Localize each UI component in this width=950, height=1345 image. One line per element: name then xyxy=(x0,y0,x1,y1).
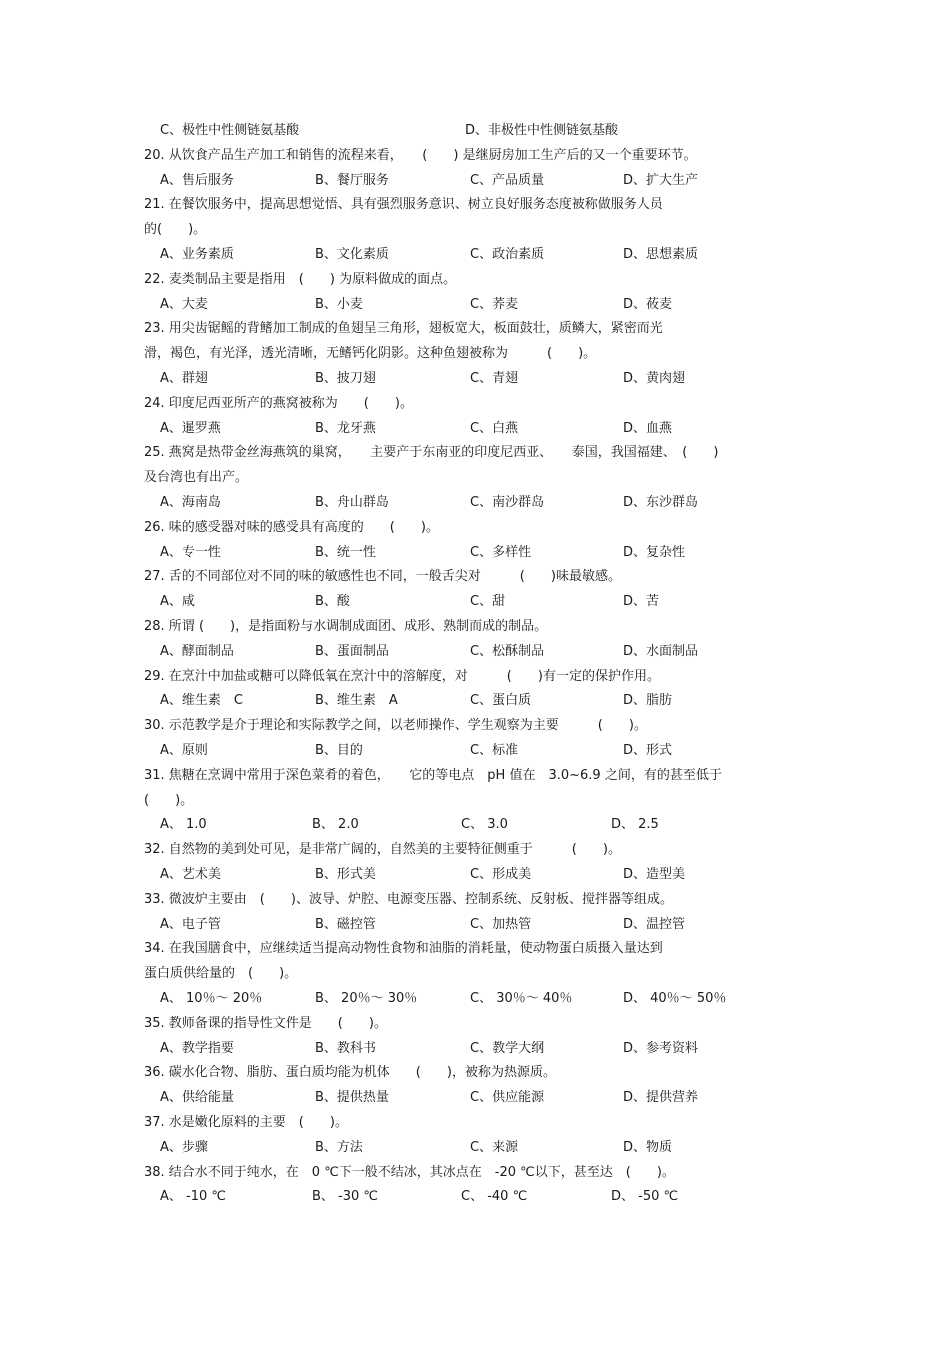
answer-option: C、政治素质 xyxy=(470,247,545,262)
answer-option: C、 30％～ 40％ xyxy=(470,991,573,1006)
answer-option: B、统一性 xyxy=(315,545,376,560)
answer-option: A、海南岛 xyxy=(160,495,221,510)
answer-option: B、餐厅服务 xyxy=(315,173,389,188)
answer-option: C、产品质量 xyxy=(470,173,545,188)
answer-option: A、电子管 xyxy=(160,917,221,932)
answer-option: A、酵面制品 xyxy=(160,644,234,659)
question-text: 24. 印度尼西亚所产的燕窝被称为 ( )。 xyxy=(144,396,413,411)
answer-option: B、 20％～ 30％ xyxy=(315,991,418,1006)
answer-option: C、供应能源 xyxy=(470,1090,545,1105)
answer-option: D、形式 xyxy=(623,743,673,758)
answer-option: D、扩大生产 xyxy=(623,173,699,188)
answer-option: D、莜麦 xyxy=(623,297,673,312)
answer-option: C、多样性 xyxy=(470,545,532,560)
answer-option: C、 3.0 xyxy=(461,817,508,832)
question-text: 38. 结合水不同于纯水，在 0 ℃下一般不结冰，其冰点在 -20 ℃以下，甚至达 ( )。 xyxy=(144,1165,675,1180)
answer-option: D、非极性中性侧链氨基酸 xyxy=(465,123,619,138)
answer-option: A、暹罗燕 xyxy=(160,421,221,436)
answer-option: A、群翅 xyxy=(160,371,208,386)
question-text: 28. 所谓 ( )，是指面粉与水调制成面团、成形、熟制而成的制品。 xyxy=(144,619,548,634)
question-text: 36. 碳水化合物、脂肪、蛋白质均能为机体 ( )，被称为热源质。 xyxy=(144,1065,556,1080)
question-text: 及台湾也有出产。 xyxy=(144,470,249,485)
answer-option: C、松酥制品 xyxy=(470,644,545,659)
answer-option: C、南沙群岛 xyxy=(470,495,545,510)
answer-option: D、造型美 xyxy=(623,867,686,882)
answer-option: D、黄肉翅 xyxy=(623,371,686,386)
answer-option: C、来源 xyxy=(470,1140,519,1155)
answer-option: A、供给能量 xyxy=(160,1090,234,1105)
question-text: 32. 自然物的美到处可见，是非常广阔的，自然美的主要特征侧重于 ( )。 xyxy=(144,842,621,857)
answer-option: B、磁控管 xyxy=(315,917,376,932)
answer-option: A、维生素 C xyxy=(160,693,243,708)
answer-option: A、业务素质 xyxy=(160,247,234,262)
answer-option: C、白燕 xyxy=(470,421,519,436)
answer-option: A、教学指要 xyxy=(160,1041,234,1056)
question-text: 33. 微波炉主要由 ( )、波导、炉腔、电源变压器、控制系统、反射板、搅拌器等组成。 xyxy=(144,892,673,907)
question-text: 26. 味的感受器对味的感受具有高度的 ( )。 xyxy=(144,520,439,535)
question-text: 34. 在我国膳食中，应继续适当提高动物性食物和油脂的消耗量，使动物蛋白质摄入量达到 xyxy=(144,941,663,956)
answer-option: D、东沙群岛 xyxy=(623,495,699,510)
answer-option: A、步骤 xyxy=(160,1140,208,1155)
answer-option: D、温控管 xyxy=(623,917,686,932)
answer-option: C、青翅 xyxy=(470,371,519,386)
answer-option: C、蛋白质 xyxy=(470,693,532,708)
answer-option: A、艺术美 xyxy=(160,867,221,882)
answer-option: C、加热管 xyxy=(470,917,532,932)
question-text: 25. 燕窝是热带金丝海燕筑的巢窝， 主要产于东南亚的印度尼西亚、 泰国，我国福建、 ( ) xyxy=(144,445,719,460)
question-text: 27. 舌的不同部位对不同的味的敏感性也不同，一般舌尖对 ( )味最敏感。 xyxy=(144,569,621,584)
answer-option: C、甜 xyxy=(470,594,506,609)
answer-option: A、咸 xyxy=(160,594,195,609)
answer-option: D、水面制品 xyxy=(623,644,699,659)
answer-option: B、文化素质 xyxy=(315,247,389,262)
question-text: 31. 焦糖在烹调中常用于深色菜肴的着色， 它的等电点 pH 值在 3.0~6.9 之间，有的甚至低于 xyxy=(144,768,722,783)
answer-option: C、教学大纲 xyxy=(470,1041,545,1056)
answer-option: B、形式美 xyxy=(315,867,376,882)
answer-option: D、思想素质 xyxy=(623,247,699,262)
answer-option: D、血燕 xyxy=(623,421,673,436)
answer-option: A、大麦 xyxy=(160,297,208,312)
answer-option: B、维生素 A xyxy=(315,693,398,708)
answer-option: C、荞麦 xyxy=(470,297,519,312)
question-text: 37. 水是嫩化原料的主要 ( )。 xyxy=(144,1115,348,1130)
answer-option: D、提供营养 xyxy=(623,1090,699,1105)
answer-option: B、目的 xyxy=(315,743,363,758)
answer-option: B、小麦 xyxy=(315,297,363,312)
question-text: 23. 用尖齿锯鳐的背鳍加工制成的鱼翅呈三角形，翅板宽大，板面鼓壮，质鳞大，紧密而光 xyxy=(144,321,663,336)
answer-option: A、 10％～ 20％ xyxy=(160,991,263,1006)
answer-option: A、原则 xyxy=(160,743,208,758)
answer-option: B、龙牙燕 xyxy=(315,421,376,436)
answer-option: D、参考资料 xyxy=(623,1041,699,1056)
answer-option: D、 -50 ℃ xyxy=(611,1189,679,1204)
answer-option: B、舟山群岛 xyxy=(315,495,389,510)
answer-option: D、 40％～ 50％ xyxy=(623,991,727,1006)
answer-option: B、教科书 xyxy=(315,1041,376,1056)
answer-option: D、苦 xyxy=(623,594,660,609)
answer-option: B、酸 xyxy=(315,594,350,609)
answer-option: D、 2.5 xyxy=(611,817,659,832)
answer-option: A、专一性 xyxy=(160,545,221,560)
question-text: 滑，褐色，有光泽，透光清晰，无鳍钙化阴影。这种鱼翅被称为 ( )。 xyxy=(144,346,597,361)
question-text: 蛋白质供给量的 ( )。 xyxy=(144,966,298,981)
answer-option: B、 2.0 xyxy=(312,817,359,832)
question-text: 22. 麦类制品主要是指用 ( ) 为原料做成的面点。 xyxy=(144,272,457,287)
answer-option: B、方法 xyxy=(315,1140,363,1155)
question-text: 的( )。 xyxy=(144,222,207,237)
answer-option: D、脂肪 xyxy=(623,693,673,708)
answer-option: D、物质 xyxy=(623,1140,673,1155)
question-text: 35. 教师备课的指导性文件是 ( )。 xyxy=(144,1016,387,1031)
question-text: 30. 示范教学是介于理论和实际教学之间，以老师操作、学生观察为主要 ( )。 xyxy=(144,718,647,733)
answer-option: B、 -30 ℃ xyxy=(312,1189,379,1204)
question-text: 29. 在烹汁中加盐或糖可以降低氧在烹汁中的溶解度，对 ( )有一定的保护作用。 xyxy=(144,669,660,684)
answer-option: B、蛋面制品 xyxy=(315,644,389,659)
answer-option: A、售后服务 xyxy=(160,173,234,188)
answer-option: A、 1.0 xyxy=(160,817,207,832)
question-text: ( )。 xyxy=(144,793,194,808)
answer-option: B、披刀翅 xyxy=(315,371,376,386)
answer-option: A、 -10 ℃ xyxy=(160,1189,226,1204)
answer-option: C、极性中性侧链氨基酸 xyxy=(160,123,300,138)
answer-option: C、标准 xyxy=(470,743,519,758)
question-text: 21. 在餐饮服务中，提高思想觉悟、具有强烈服务意识、树立良好服务态度被称做服务人员 xyxy=(144,197,663,212)
question-text: 20. 从饮食产品生产加工和销售的流程来看， ( ) 是继厨房加工生产后的又一个重要环节。 xyxy=(144,148,697,163)
answer-option: C、形成美 xyxy=(470,867,532,882)
answer-option: C、 -40 ℃ xyxy=(461,1189,528,1204)
answer-option: B、提供热量 xyxy=(315,1090,389,1105)
answer-option: D、复杂性 xyxy=(623,545,686,560)
